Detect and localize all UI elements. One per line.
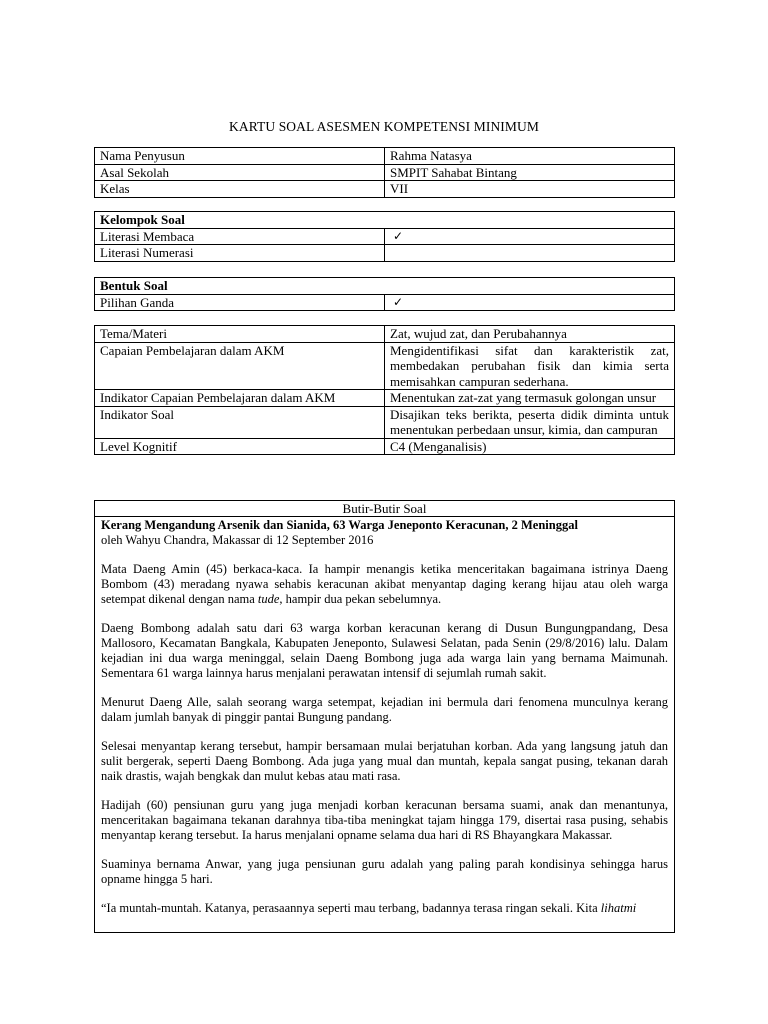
check-icon: ✓: [393, 228, 404, 243]
table-row: [95, 342, 675, 390]
page-title: KARTU SOAL ASESMEN KOMPETENSI MINIMUM: [229, 119, 539, 134]
kelompok-check-cell: [385, 245, 675, 262]
butir-heading: Butir-Butir Soal: [95, 501, 674, 517]
table-row: [95, 164, 675, 181]
detail-value: Mengidentifikasi sifat dan karakteristik zat, membedakan perubahan fisik dan kimia serta memisahkan campuran sederhana.: [385, 342, 675, 390]
check-icon: [390, 245, 669, 260]
paragraph-text: Mata Daeng Amin (45) berkaca-kaca. Ia hampir menangis ketika menceritakan bagaimana istrinya Daeng Bombom (43) meradang nyawa sehabis keracunan akibat menyantap daging kerang hijau atau oleh warga setempat dikenal dengan nama: [101, 562, 668, 606]
table-row: [95, 278, 675, 295]
table-row: [95, 148, 675, 165]
table-row: [95, 390, 675, 407]
detail-value: Zat, wujud zat, dan Perubahannya: [385, 326, 675, 343]
table-row: [95, 294, 675, 311]
detail-label: Level Kognitif: [95, 438, 385, 455]
table-row: [95, 406, 675, 438]
article-byline: oleh Wahyu Chandra, Makassar di 12 September 2016: [101, 533, 374, 547]
kelompok-check-cell: [385, 228, 675, 245]
article-body: [95, 517, 674, 916]
article-paragraph: Suaminya bernama Anwar, yang juga pensiunan guru adalah yang paling parah kondisinya sehingga harus opname hingga 5 hari.: [101, 857, 668, 886]
table-row: [95, 438, 675, 455]
identity-label: Nama Penyusun: [95, 148, 385, 165]
article-title: Kerang Mengandung Arsenik dan Sianida, 63 Warga Jeneponto Keracunan, 2 Meninggal: [101, 518, 578, 532]
bentuk-label: Pilihan Ganda: [95, 294, 385, 311]
paragraph-text: “Ia muntah-muntah. Katanya, perasaannya seperti mau terbang, badannya terasa ringan sekali. Kita: [101, 901, 601, 915]
kelompok-label: Literasi Numerasi: [95, 245, 385, 262]
paragraph-text: , hampir dua pekan sebelumnya.: [279, 592, 442, 606]
bentuk-heading: Bentuk Soal: [95, 278, 675, 295]
detail-table: [94, 325, 675, 455]
identity-table: [94, 147, 675, 198]
butir-soal-box: [94, 500, 675, 933]
detail-label: Tema/Materi: [95, 326, 385, 343]
bentuk-check-cell: [385, 294, 675, 311]
article-paragraph: Menurut Daeng Alle, salah seorang warga setempat, kejadian ini bermula dari fenomena munculnya kerang dalam jumlah banyak di pinggir pantai Bungung pandang.: [101, 695, 668, 724]
identity-value: Rahma Natasya: [385, 148, 675, 165]
identity-label: Asal Sekolah: [95, 164, 385, 181]
detail-value: Menentukan zat-zat yang termasuk golongan unsur: [385, 390, 675, 407]
table-row: [95, 181, 675, 198]
detail-label: Indikator Capaian Pembelajaran dalam AKM: [95, 390, 385, 407]
paragraph-italic: tude: [257, 592, 280, 606]
table-row: [95, 228, 675, 245]
check-icon: ✓: [393, 294, 404, 309]
detail-label: Indikator Soal: [95, 406, 385, 438]
identity-label: Kelas: [95, 181, 385, 198]
identity-value: VII: [385, 181, 675, 198]
article-paragraph: [101, 901, 668, 916]
article-paragraph: Selesai menyantap kerang tersebut, hampir bersamaan mulai berjatuhan korban. Ada yang langsung jatuh dan sulit bergerak, seperti Daeng Bombong. Ada juga yang mual dan muntah, kepala sangat pusing, tekanan darah naik drastis, wajah bengkak dan mulut kebas atau mati rasa.: [101, 739, 668, 783]
kelompok-heading: Kelompok Soal: [95, 212, 675, 229]
detail-value: Disajikan teks berikta, peserta didik diminta untuk menentukan perbedaan unsur, kimia, dan campuran: [385, 406, 675, 438]
kelompok-soal-table: [94, 211, 675, 262]
bentuk-soal-table: [94, 277, 675, 311]
table-row: [95, 245, 675, 262]
paragraph-italic: lihatmi: [600, 901, 637, 915]
detail-value: C4 (Menganalisis): [385, 438, 675, 455]
article-paragraph: [101, 562, 668, 607]
article-paragraph: Daeng Bombong adalah satu dari 63 warga korban keracunan kerang di Dusun Bungungpandang, Desa Mallosoro, Kecamatan Bangkala, Kabupaten Jeneponto, Sulawesi Selatan, pada Senin (29/8/2016) lalu. Dalam kejadian ini dua warga meninggal, selain Daeng Bombong juga ada warga lain yang bernama Maimunah. Sementara 61 warga lainnya harus menjalani perawatan intensif di sejumlah rumah sakit.: [101, 621, 668, 680]
article-paragraph: Hadijah (60) pensiunan guru yang juga menjadi korban keracunan bersama suami, anak dan menantunya, menceritakan bagaimana tekanan darahnya tiba-tiba meningkat tajam hingga 179, disertai rasa pusing, sehabis menyantap kerang tersebut. Ia harus menjalani opname selama dua hari di RS Bhayangkara Makassar.: [101, 798, 668, 842]
identity-value: SMPIT Sahabat Bintang: [385, 164, 675, 181]
detail-label: Capaian Pembelajaran dalam AKM: [95, 342, 385, 390]
table-row: [95, 212, 675, 229]
kelompok-label: Literasi Membaca: [95, 228, 385, 245]
table-row: [95, 326, 675, 343]
